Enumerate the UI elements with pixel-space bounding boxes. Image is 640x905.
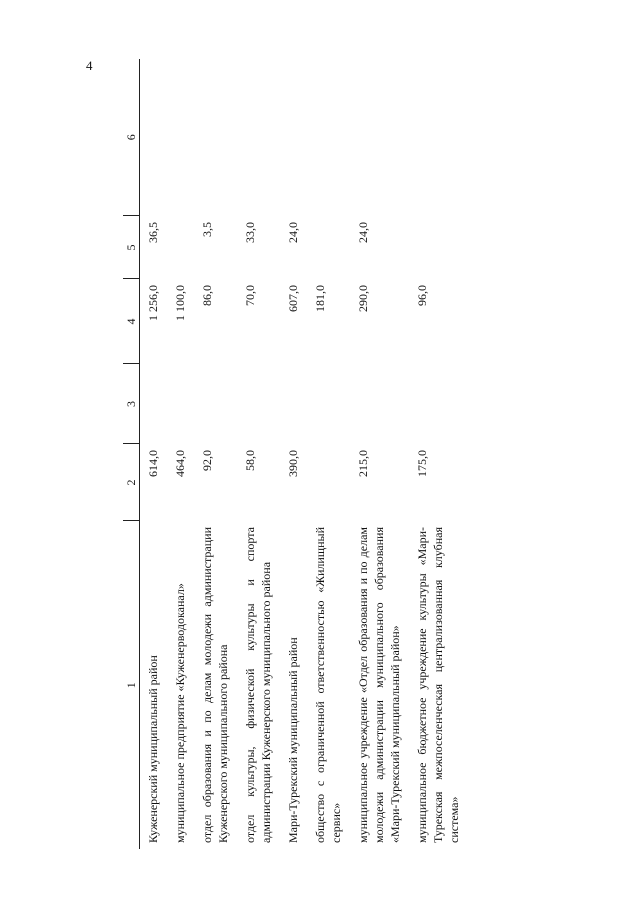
row-name: Куженерский муниципальный район xyxy=(146,655,160,843)
header-row xyxy=(123,59,140,849)
column-header-4: 4 xyxy=(123,279,140,364)
cell-col3 xyxy=(350,364,409,444)
cell-col5: 3,5 xyxy=(200,222,214,237)
rotated-table-container xyxy=(123,59,519,849)
row-name: Мари-Турекский муниципальный район xyxy=(286,637,300,843)
table-row xyxy=(307,59,350,849)
table-row xyxy=(350,59,409,849)
row-name: муниципальное предприятие «Куженерводоканал» xyxy=(173,583,187,843)
table-row xyxy=(140,59,168,849)
cell-col6 xyxy=(350,59,409,216)
cell-col4: 1 100,0 xyxy=(173,285,187,321)
cell-col5 xyxy=(167,216,194,279)
table-row xyxy=(167,59,194,849)
cell-col6 xyxy=(140,59,168,216)
data-table xyxy=(123,59,468,849)
column-header-1: 1 xyxy=(123,521,140,849)
cell-col4: 181,0 xyxy=(313,285,327,312)
cell-col3 xyxy=(140,364,168,444)
cell-col3 xyxy=(409,364,468,444)
cell-col5: 36,5 xyxy=(146,222,160,243)
cell-col2: 92,0 xyxy=(200,450,214,471)
cell-col3 xyxy=(237,364,280,444)
cell-col5: 24,0 xyxy=(356,222,370,243)
cell-col2 xyxy=(307,444,350,521)
table-row xyxy=(194,59,237,849)
column-header-2: 2 xyxy=(123,444,140,521)
column-header-3: 3 xyxy=(123,364,140,444)
table-row xyxy=(409,59,468,849)
cell-col4: 1 256,0 xyxy=(146,285,160,321)
page-number: 4 xyxy=(86,58,93,73)
cell-col6 xyxy=(280,59,307,216)
column-header-5: 5 xyxy=(123,216,140,279)
column-header-6: 6 xyxy=(123,59,140,216)
cell-col5 xyxy=(409,216,468,279)
cell-col4: 607,0 xyxy=(286,285,300,312)
cell-col5: 24,0 xyxy=(286,222,300,243)
cell-col4: 290,0 xyxy=(356,285,370,312)
table-row xyxy=(237,59,280,849)
cell-col6 xyxy=(409,59,468,216)
cell-col5 xyxy=(307,216,350,279)
cell-col6 xyxy=(194,59,237,216)
cell-col6 xyxy=(167,59,194,216)
table-row xyxy=(280,59,307,849)
row-name: отдел культуры, физической культуры и спорта администрации Куженерского муниципального района xyxy=(243,527,273,843)
cell-col3 xyxy=(307,364,350,444)
cell-col4: 96,0 xyxy=(415,285,429,306)
cell-col2: 175,0 xyxy=(415,450,429,477)
cell-col4: 70,0 xyxy=(243,285,257,306)
row-name: муниципальное учреждение «Отдел образования и по делам молодежи администрации муниципального образования «Мари-Турекский муниципальный район» xyxy=(356,527,402,843)
row-name: общество с ограниченной ответственностью «Жилищный сервис» xyxy=(313,527,343,843)
cell-col4: 86,0 xyxy=(200,285,214,306)
cell-col5: 33,0 xyxy=(243,222,257,243)
cell-col2: 390,0 xyxy=(286,450,300,477)
cell-col3 xyxy=(167,364,194,444)
cell-col3 xyxy=(280,364,307,444)
cell-col6 xyxy=(307,59,350,216)
row-name: муниципальное бюджетное учреждение культуры «Мари-Турекская межпоселенческая централизованная клубная система» xyxy=(415,527,461,843)
cell-col2: 464,0 xyxy=(173,450,187,477)
cell-col2: 614,0 xyxy=(146,450,160,477)
cell-col3 xyxy=(194,364,237,444)
cell-col2: 215,0 xyxy=(356,450,370,477)
row-name: отдел образования и по делам молодежи администрации Куженерского муниципального района xyxy=(200,527,230,843)
cell-col6 xyxy=(237,59,280,216)
cell-col2: 58,0 xyxy=(243,450,257,471)
